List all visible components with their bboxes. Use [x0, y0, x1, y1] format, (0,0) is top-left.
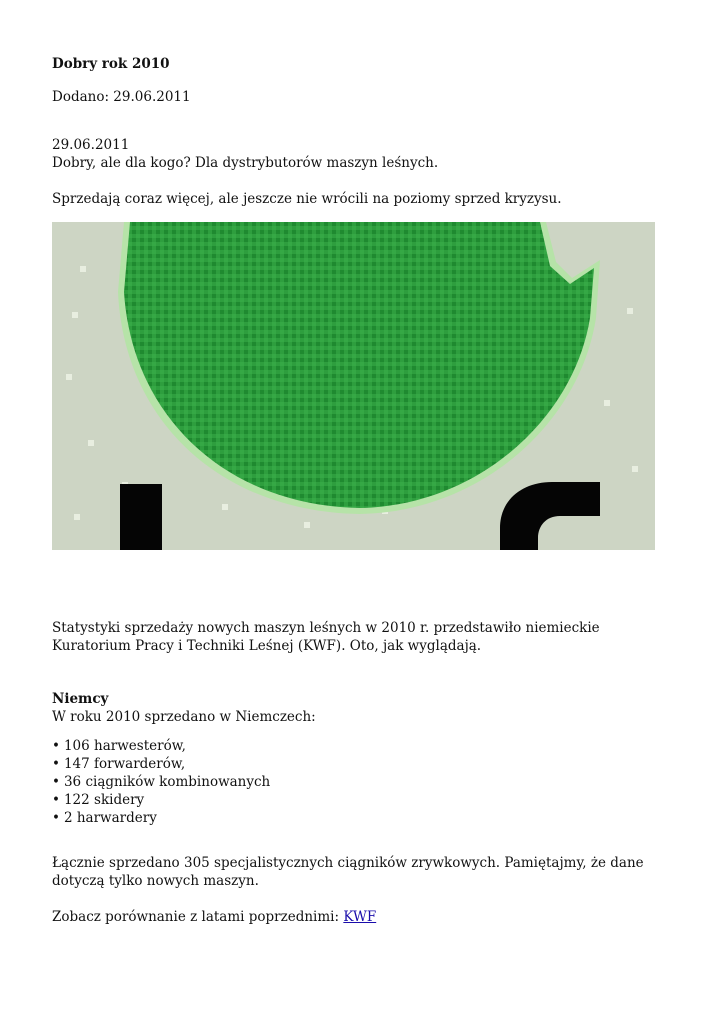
lead-text: Dobry, ale dla kogo? Dla dystrybutorów maszyn leśnych. [52, 155, 439, 171]
paragraph-intro: Sprzedają coraz więcej, ale jeszcze nie wrócili na poziomy sprzed kryzysu. [52, 191, 562, 207]
compare-paragraph [52, 908, 376, 926]
list-item: • 122 skidery [52, 791, 270, 809]
list-item: • 36 ciągników kombinowanych [52, 773, 270, 791]
stats-paragraph: Statystyki sprzedaży nowych maszyn leśnych w 2010 r. przedstawiło niemieckie Kuratorium Pracy i Techniki Leśnej (KWF). Oto, jak wyglądają. [52, 620, 600, 654]
article-date: 29.06.2011 [52, 137, 130, 153]
list-item: • 147 forwarderów, [52, 755, 270, 773]
section-heading-niemcy: Niemcy [52, 691, 109, 707]
article-title: Dobry rok 2010 [52, 56, 170, 72]
article-image [52, 222, 655, 550]
list-item: • 2 harwardery [52, 809, 270, 827]
sales-list [52, 737, 270, 827]
black-bar-left [120, 484, 162, 550]
added-date: Dodano: 29.06.2011 [52, 89, 191, 105]
summary-paragraph: Łącznie sprzedano 305 specjalistycznych ciągników zrywkowych. Pamiętajmy, że dane dotyczą tylko nowych maszyn. [52, 855, 644, 889]
list-item: • 106 harwesterów, [52, 737, 270, 755]
section-intro: W roku 2010 sprzedano w Niemczech: [52, 709, 316, 725]
pixelated-illustration [52, 222, 655, 550]
kwf-link[interactable]: KWF [343, 909, 377, 925]
compare-text: Zobacz porównanie z latami poprzednimi: [52, 909, 344, 925]
